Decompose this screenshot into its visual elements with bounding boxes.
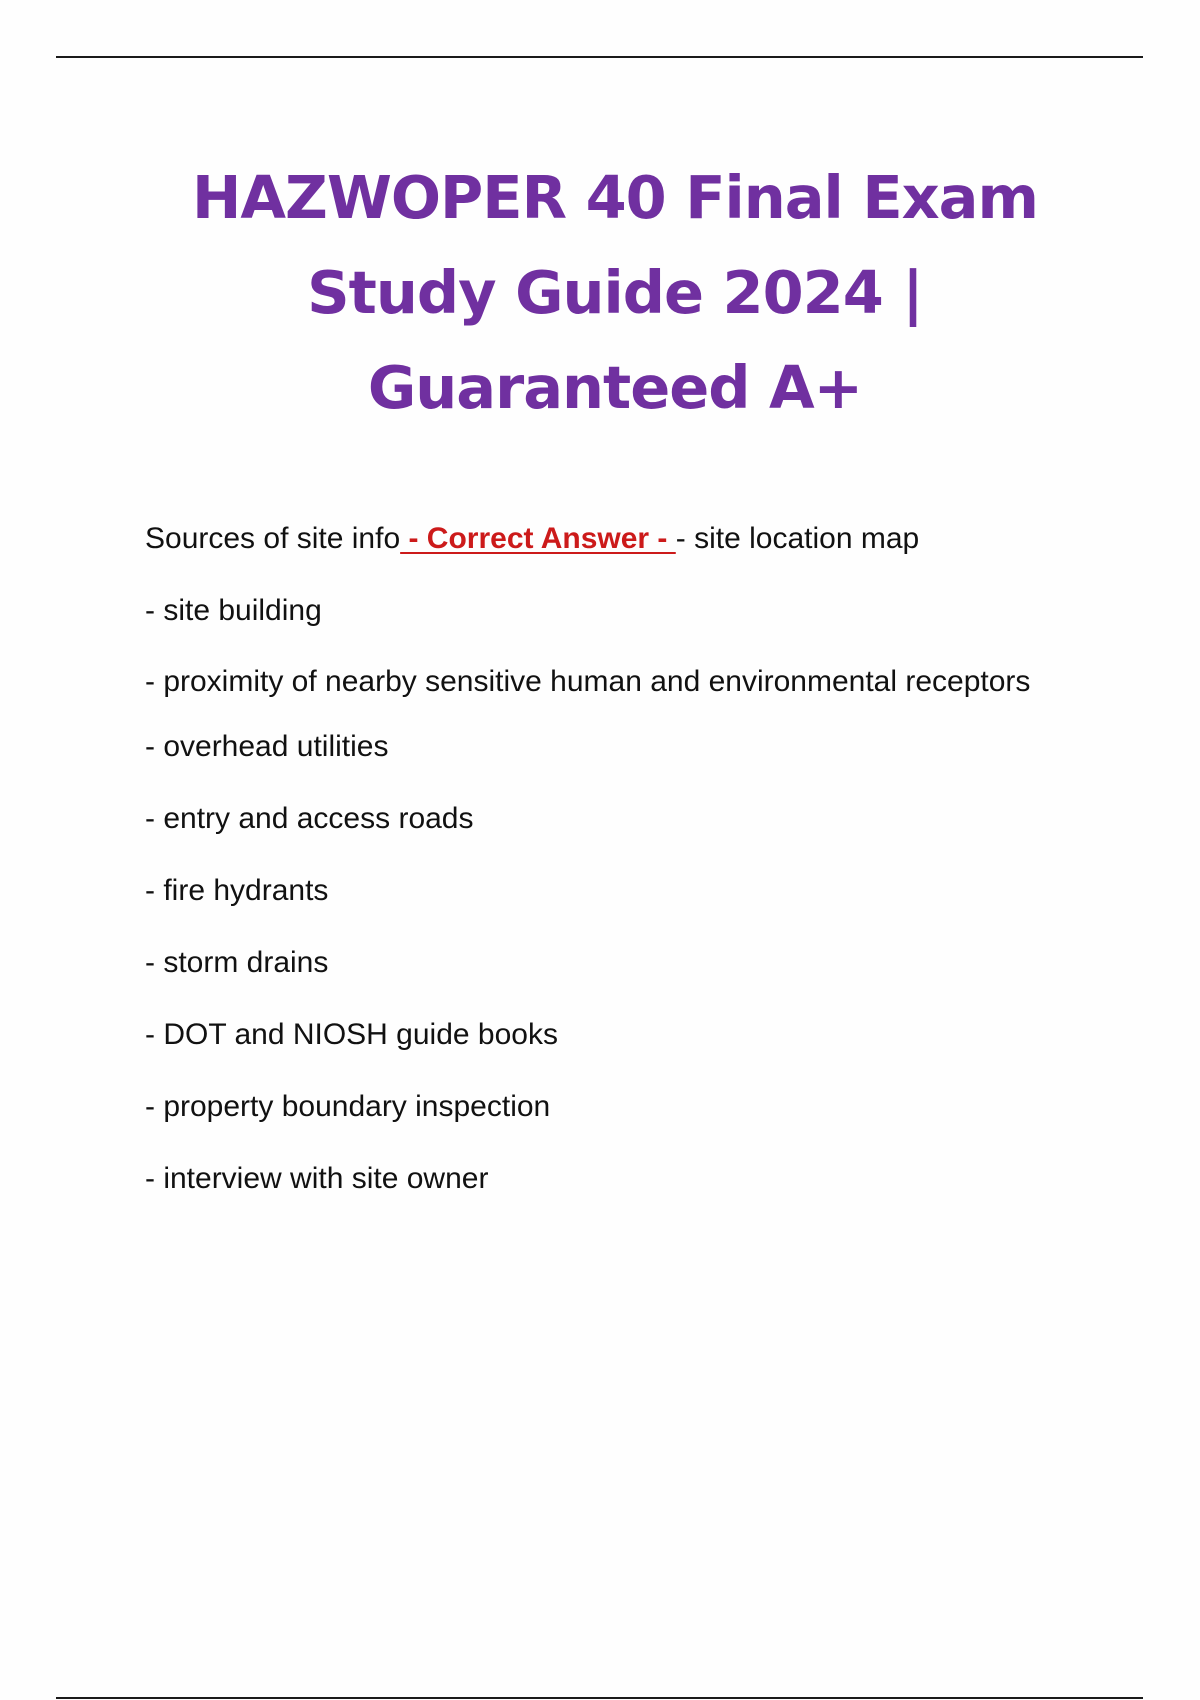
title-line-3: Guaranteed A+ [367, 353, 863, 422]
answer-item: - property boundary inspection [145, 1090, 551, 1123]
answer-item: - fire hydrants [145, 874, 329, 907]
answer-item: - DOT and NIOSH guide books [145, 1018, 558, 1051]
title-line-2: Study Guide 2024 | [307, 258, 923, 327]
question-line [145, 516, 1095, 562]
answer-item: - proximity of nearby sensitive human and environmental receptors [145, 665, 1031, 698]
answer-item: - site building [145, 594, 322, 627]
correct-answer-marker: - Correct Answer - [400, 522, 676, 555]
answer-item: - storm drains [145, 946, 329, 979]
answer-item: - interview with site owner [145, 1162, 489, 1195]
qa-block [145, 516, 1095, 1228]
answer-item: - overhead utilities [145, 730, 389, 763]
answer-item: - entry and access roads [145, 802, 474, 835]
document-title [130, 150, 1100, 435]
question-prompt: Sources of site info [145, 522, 401, 555]
title-line-1: HAZWOPER 40 Final Exam [192, 163, 1038, 232]
bottom-rule [56, 1697, 1143, 1699]
top-rule [56, 56, 1143, 58]
first-answer: - site location map [675, 522, 920, 555]
